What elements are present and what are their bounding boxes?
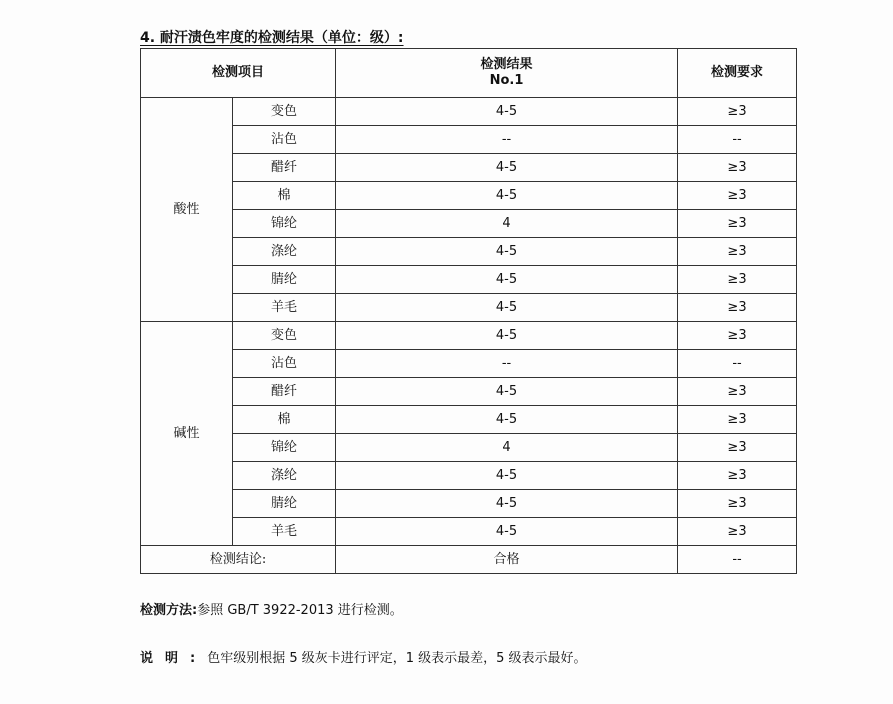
fiber-name: 涤纶: [233, 462, 336, 490]
header-result-sample: No.1: [489, 73, 524, 88]
result-value: 4-5: [336, 462, 678, 490]
header-item: 检测项目: [141, 49, 336, 98]
result-value: --: [336, 350, 678, 378]
table-row: [141, 126, 797, 154]
requirement-value: ≥3: [678, 322, 797, 350]
result-value: 4: [336, 210, 678, 238]
conclusion-label: 检测结论:: [141, 546, 336, 574]
fiber-name: 醋纤: [233, 378, 336, 406]
requirement-value: --: [678, 350, 797, 378]
fiber-name: 羊毛: [233, 294, 336, 322]
conclusion-requirement: --: [678, 546, 797, 574]
requirement-value: ≥3: [678, 462, 797, 490]
fiber-name: 醋纤: [233, 154, 336, 182]
result-value: 4-5: [336, 518, 678, 546]
requirement-value: ≥3: [678, 154, 797, 182]
table-row: [141, 210, 797, 238]
group-name: 酸性: [141, 98, 233, 322]
table-row: [141, 322, 797, 350]
fiber-name: 羊毛: [233, 518, 336, 546]
explanation-label: 说明:: [140, 651, 208, 666]
table-row: [141, 434, 797, 462]
result-value: 4-5: [336, 322, 678, 350]
table-row: [141, 518, 797, 546]
test-method: [140, 599, 403, 618]
result-value: 4-5: [336, 378, 678, 406]
header-requirement: 检测要求: [678, 49, 797, 98]
requirement-value: ≥3: [678, 238, 797, 266]
fiber-name: 腈纶: [233, 490, 336, 518]
header-result: [336, 49, 678, 98]
result-value: 4-5: [336, 182, 678, 210]
result-value: 4-5: [336, 406, 678, 434]
conclusion-row: [141, 546, 797, 574]
requirement-value: ≥3: [678, 434, 797, 462]
table-row: [141, 490, 797, 518]
result-value: 4: [336, 434, 678, 462]
results-table: [140, 48, 797, 574]
requirement-value: ≥3: [678, 406, 797, 434]
table-row: [141, 350, 797, 378]
test-method-text: 参照 GB/T 3922-2013 进行检测。: [197, 603, 403, 618]
requirement-value: ≥3: [678, 490, 797, 518]
fiber-name: 锦纶: [233, 210, 336, 238]
table-row: [141, 378, 797, 406]
result-value: 4-5: [336, 266, 678, 294]
requirement-value: ≥3: [678, 182, 797, 210]
table-row: [141, 182, 797, 210]
table-row: [141, 238, 797, 266]
requirement-value: ≥3: [678, 518, 797, 546]
fiber-name: 变色: [233, 98, 336, 126]
table-row: [141, 266, 797, 294]
requirement-value: --: [678, 126, 797, 154]
requirement-value: ≥3: [678, 266, 797, 294]
section-title: 4. 耐汗渍色牢度的检测结果（单位：级）:: [140, 30, 404, 46]
requirement-value: ≥3: [678, 378, 797, 406]
explanation-text: 色牢级别根据 5 级灰卡进行评定，1 级表示最差，5 级表示最好。: [207, 651, 587, 666]
table-body: [141, 98, 797, 546]
fiber-name: 腈纶: [233, 266, 336, 294]
header-result-title: 检测结果: [480, 57, 533, 72]
table-row: [141, 154, 797, 182]
fiber-name: 涤纶: [233, 238, 336, 266]
fiber-name: 棉: [233, 182, 336, 210]
result-value: 4-5: [336, 98, 678, 126]
result-value: 4-5: [336, 490, 678, 518]
result-value: 4-5: [336, 294, 678, 322]
fiber-name: 棉: [233, 406, 336, 434]
result-value: --: [336, 126, 678, 154]
fiber-name: 锦纶: [233, 434, 336, 462]
result-value: 4-5: [336, 238, 678, 266]
group-name: 碱性: [141, 322, 233, 546]
fiber-name: 沾色: [233, 350, 336, 378]
requirement-value: ≥3: [678, 98, 797, 126]
fiber-name: 变色: [233, 322, 336, 350]
explanation-note: [140, 647, 587, 666]
result-value: 4-5: [336, 154, 678, 182]
table-row: [141, 294, 797, 322]
table-row: [141, 98, 797, 126]
fiber-name: 沾色: [233, 126, 336, 154]
requirement-value: ≥3: [678, 294, 797, 322]
table-header-row: [141, 49, 797, 98]
table-row: [141, 406, 797, 434]
test-method-label: 检测方法:: [140, 603, 198, 618]
table-row: [141, 462, 797, 490]
conclusion-result: 合格: [336, 546, 678, 574]
requirement-value: ≥3: [678, 210, 797, 238]
